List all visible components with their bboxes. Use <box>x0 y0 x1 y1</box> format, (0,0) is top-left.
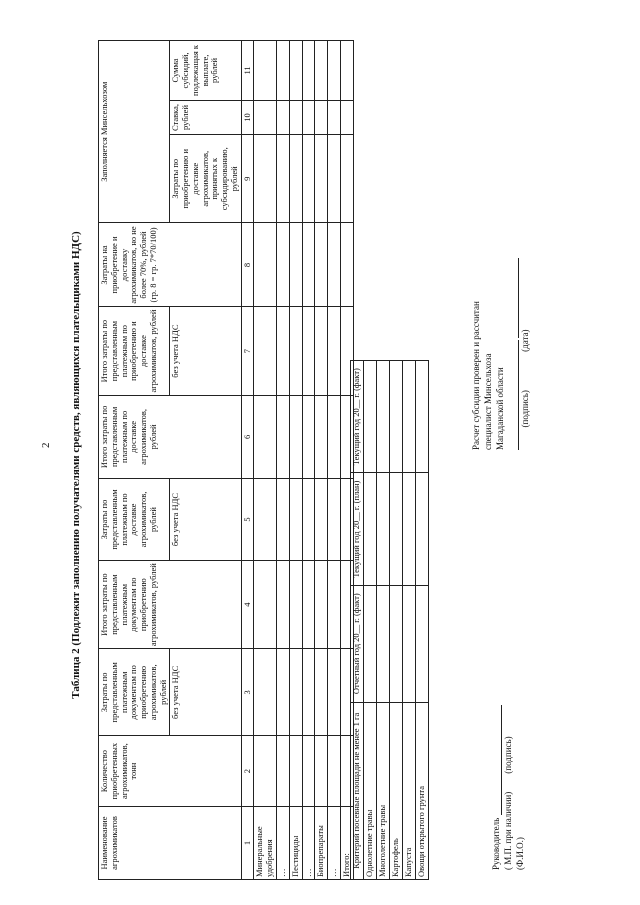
table-row <box>315 41 328 880</box>
no-vat-c7: без учета НДС <box>170 307 241 395</box>
specialist-sign-line <box>509 340 519 450</box>
header-c7: Итого затраты по представленным платежным по приобретению и доставке агрохимикатов, рублей <box>99 307 170 395</box>
header-row <box>99 41 170 880</box>
column-numbers-row <box>241 41 254 880</box>
table-row <box>277 41 290 880</box>
page-number: 2 <box>40 442 52 448</box>
row-label: Минеральные удобрения <box>254 807 277 880</box>
header-c9: Затраты по приобретению и доставке агрохимикатов, принятых к субсидированию, рублей <box>170 135 241 223</box>
date-label: (дата) <box>519 329 530 352</box>
table-row <box>289 41 302 880</box>
sign2-label: (подпись) <box>519 390 530 428</box>
header-minselkhoz: Заполняется Минсельхозом <box>99 41 170 223</box>
row-label: Биопрепараты <box>315 807 328 880</box>
row-label: … <box>277 807 290 880</box>
header-c4: Итого затраты по представленным платежным документам по приобретению агрохимикатов, рублей <box>99 560 242 649</box>
criteria-table <box>350 360 429 880</box>
col-num: 6 <box>241 395 254 478</box>
head-signature-block <box>490 550 526 870</box>
specialist-signature-block <box>470 30 531 450</box>
header-c6: Итого затраты по представленным платежным по доставке агрохимикатов, рублей <box>99 395 242 478</box>
col-num: 1 <box>241 807 254 880</box>
col-num: 7 <box>241 307 254 395</box>
col-num: 11 <box>241 41 254 101</box>
header-name: Наименование агрохимикатов <box>99 807 242 880</box>
col-num: 9 <box>241 135 254 223</box>
fio-label: (Ф.И.О.) <box>515 837 526 870</box>
crop-label: Картофель <box>389 702 402 879</box>
table-row <box>328 41 341 880</box>
header-c10: Ставка, рублей <box>170 100 241 134</box>
crop-label: Многолетние травы <box>376 702 389 879</box>
header-c8: Затраты на приобретение и доставку агрохимикатов, но не более 70%, рублей (гр. 8 = гр. 7*70/100) <box>99 223 242 307</box>
table-row <box>302 41 315 880</box>
col-num: 4 <box>241 560 254 649</box>
col-num: 10 <box>241 100 254 134</box>
criteria-header-row <box>351 361 364 880</box>
current-year-header: Текущий год 20__ г. (факт) <box>351 361 364 473</box>
row-label: Итого: <box>340 807 353 880</box>
header-c5: Затраты по представленным платежным по доставке агрохимикатов, рублей <box>99 479 170 561</box>
row-label: … <box>328 807 341 880</box>
main-table <box>98 40 354 880</box>
header-c3: Затраты по представленным платежным документам по приобретению агрохимикатов, рублей <box>99 649 170 736</box>
no-vat-c3: без учета НДС <box>170 649 241 736</box>
date-line <box>509 258 519 338</box>
rotated-form <box>70 20 590 890</box>
calc-line-3: Магаданской области <box>495 367 506 450</box>
reported-year-header: Отчетный год 20__ г. (факт) <box>351 585 364 702</box>
row-label: Пестициды <box>289 807 302 880</box>
calc-line-1: Расчет субсидии проверен и рассчитан <box>471 301 481 450</box>
table-row <box>415 361 428 880</box>
crop-label: Овощи открытого грунта <box>415 702 428 879</box>
col-num: 5 <box>241 479 254 561</box>
stamp-label: ( М.П. при наличии) <box>503 791 514 870</box>
criteria-header: Критерий посевные площади не менее 1 га <box>351 702 364 879</box>
table-title: Таблица 2 (Подлежит заполнению получателями средств, являющихся плательщиками НДС) <box>70 231 82 699</box>
sign-label: (подпись) <box>503 736 514 774</box>
crop-label: Капуста <box>402 702 415 879</box>
table-row <box>254 41 277 880</box>
col-num: 2 <box>241 736 254 807</box>
table-row <box>402 361 415 880</box>
header-qty: Количество приобретенных агрохимикатов, тонн <box>99 736 242 807</box>
crop-label: Однолетние травы <box>363 702 376 879</box>
table-row <box>376 361 389 880</box>
calc-line-2: специалист Минсельхоза <box>483 353 494 450</box>
signature-line <box>492 705 502 815</box>
plan-year-header: Текущий год 20__ г. (план) <box>351 473 364 585</box>
col-num: 8 <box>241 223 254 307</box>
header-c11: Сумма субсидий, подлежащая к выплате, рублей <box>170 41 241 101</box>
table-row <box>389 361 402 880</box>
table-row <box>363 361 376 880</box>
head-label: Руководитель <box>491 817 501 870</box>
row-label: … <box>302 807 315 880</box>
col-num: 3 <box>241 649 254 736</box>
no-vat-c5: без учета НДС <box>170 479 241 561</box>
